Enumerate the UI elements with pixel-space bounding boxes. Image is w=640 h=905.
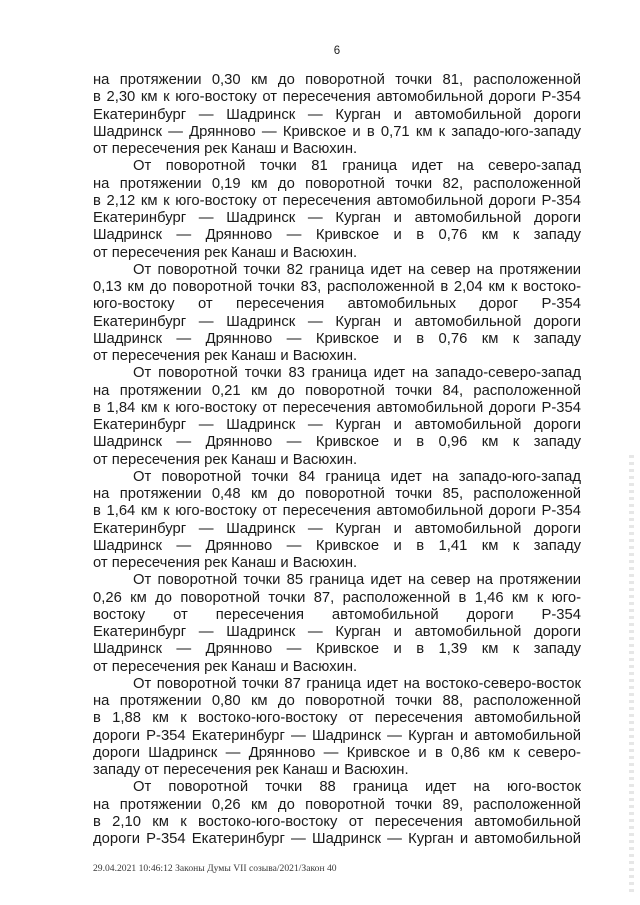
text-line: от пересечения рек Канаш и Васюхин. (93, 451, 358, 468)
text-line: Шадринск — Дрянново — Кривское и в 0,76 км к западу (93, 330, 581, 347)
paragraph (93, 469, 581, 573)
text-line: в 1,64 км к юго-востоку от пересечения автомобильной дороги Р-354 (93, 503, 581, 520)
text-line: От поворотной точки 88 граница идет на юго-восток (133, 779, 581, 796)
text-line: от пересечения рек Канаш и Васюхин. (93, 658, 358, 675)
paragraph (93, 779, 581, 848)
text-line: в 1,84 км к юго-востоку от пересечения автомобильной дороги Р-354 (93, 399, 581, 416)
text-line: От поворотной точки 84 граница идет на западо-юго-запад (133, 468, 581, 485)
text-line: на протяжении 0,26 км до поворотной точки 89, расположенной (93, 796, 581, 813)
text-line: в 2,10 км к востоко-юго-востоку от пересечения автомобильной (93, 813, 581, 830)
paragraph (93, 262, 581, 366)
text-line: от пересечения рек Канаш и Васюхин. (93, 141, 358, 157)
text-line: Екатеринбург — Шадринск — Курган и автомобильной дороги (93, 106, 581, 123)
text-line: Екатеринбург — Шадринск — Курган и автомобильной дороги (93, 417, 581, 433)
paragraph (93, 158, 581, 262)
text-line: в 2,12 км к юго-востоку от пересечения автомобильной дороги Р-354 (93, 192, 581, 209)
text-line: 0,26 км до поворотной точки 87, расположенной в 1,46 км к юго- (93, 589, 581, 606)
text-line: Шадринск — Дрянново — Кривское и в 0,96 км к западу (93, 434, 581, 451)
text-line: Екатеринбург — Шадринск — Курган и автомобильной дороги (93, 624, 581, 640)
text-line: западу от пересечения рек Канаш и Васюхин. (93, 762, 409, 778)
text-line: на протяжении 0,80 км до поворотной точки 88, расположенной (93, 693, 581, 709)
paragraph (93, 572, 581, 676)
text-line: От поворотной точки 85 граница идет на север на протяжении (133, 572, 581, 589)
text-line: в 1,88 км к востоко-юго-востоку от пересечения автомобильной (93, 710, 581, 727)
text-line: от пересечения рек Канаш и Васюхин. (93, 244, 358, 261)
text-line: Шадринск — Дрянново — Кривское и в 1,39 км к западу (93, 641, 581, 658)
text-line: на протяжении 0,19 км до поворотной точки 82, расположенной (93, 175, 581, 192)
text-line: Шадринск — Дрянново — Кривское и в 1,41 км к западу (93, 537, 581, 554)
text-line: дороги Р-354 Екатеринбург — Шадринск — Курган и автомобильной (93, 831, 581, 847)
paragraph (93, 72, 581, 158)
body-text (93, 72, 581, 848)
text-line: Шадринск — Дрянново — Кривское и в 0,76 км к западу (93, 227, 581, 244)
footer-timestamp: 29.04.2021 10:46:12 Законы Думы VII созыва/2021/Закон 40 (93, 863, 337, 874)
paragraph (93, 365, 581, 469)
text-line: От поворотной точки 87 граница идет на востоко-северо-восток (133, 675, 581, 692)
text-line: От поворотной точки 83 граница идет на западо-северо-запад (133, 365, 581, 382)
text-line: дороги Шадринск — Дрянново — Кривское и в 0,86 км к северо- (93, 744, 581, 761)
paragraph (93, 676, 581, 780)
text-line: Екатеринбург — Шадринск — Курган и автомобильной дороги (93, 520, 581, 537)
text-line: Шадринск — Дрянново — Кривское и в 0,71 км к западо-юго-западу (93, 123, 581, 140)
text-line: Екатеринбург — Шадринск — Курган и автомобильной дороги (93, 210, 581, 226)
text-line: От поворотной точки 82 граница идет на север на протяжении (133, 261, 581, 278)
margin-stamp-mark (629, 455, 634, 895)
text-line: От поворотной точки 81 граница идет на северо-запад (133, 158, 581, 175)
text-line: от пересечения рек Канаш и Васюхин. (93, 555, 358, 571)
page-number: 6 (333, 45, 341, 57)
text-line: на протяжении 0,21 км до поворотной точки 84, расположенной (93, 382, 581, 399)
text-line: дороги Р-354 Екатеринбург — Шадринск — Курган и автомобильной (93, 727, 581, 744)
text-line: на протяжении 0,30 км до поворотной точки 81, расположенной (93, 72, 581, 88)
text-line: Екатеринбург — Шадринск — Курган и автомобильной дороги (93, 313, 581, 330)
text-line: востоку от пересечения автомобильной дороги Р-354 (93, 606, 581, 623)
text-line: юго-востоку от пересечения автомобильных дорог Р-354 (93, 296, 581, 313)
text-line: от пересечения рек Канаш и Васюхин. (93, 348, 358, 364)
text-line: 0,13 км до поворотной точки 83, расположенной в 2,04 км к востоко- (93, 279, 581, 295)
text-line: на протяжении 0,48 км до поворотной точки 85, расположенной (93, 486, 581, 502)
text-line: в 2,30 км к юго-востоку от пересечения автомобильной дороги Р-354 (93, 89, 581, 106)
